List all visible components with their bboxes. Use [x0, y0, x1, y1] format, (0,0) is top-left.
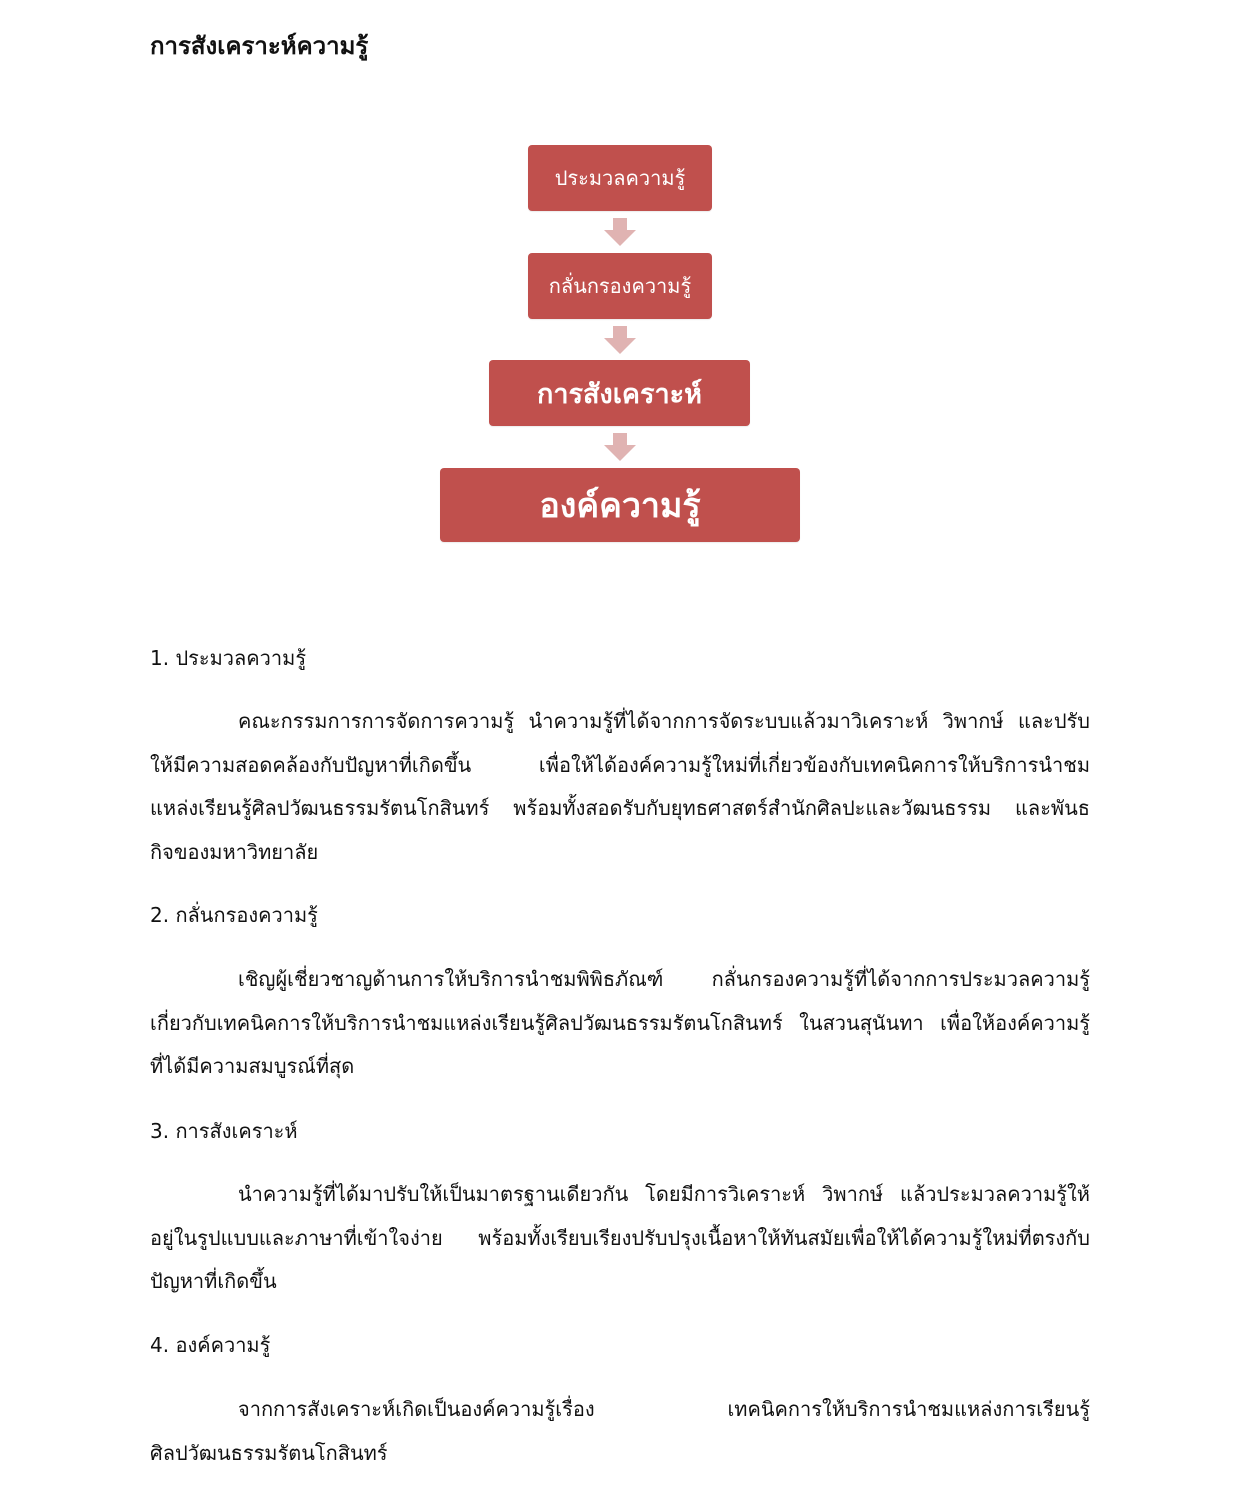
- process-flow-diagram: [0, 0, 1240, 600]
- paragraph-line: อยู่ในรูปแบบและภาษาที่เข้าใจง่าย พร้อมทั้งเรียบเรียงปรับปรุงเนื้อหาให้ทันสมัยเพื่อให้ได้ความรู้ใหม่ที่ตรงกับ: [150, 1225, 1090, 1250]
- section-paragraph: [150, 1173, 1090, 1304]
- section-heading: 1. ประมวลความรู้: [150, 646, 307, 670]
- paragraph-line: กิจของมหาวิทยาลัย: [150, 839, 319, 864]
- paragraph-line: ปัญหาที่เกิดขึ้น: [150, 1269, 277, 1293]
- section-paragraph: [150, 1388, 1090, 1475]
- paragraph-line: นำความรู้ที่ได้มาปรับให้เป็นมาตรฐานเดียวกัน โดยมีการวิเคราะห์ วิพากษ์ แล้วประมวลความรู้ให้: [238, 1182, 1090, 1206]
- paragraph-line: จากการสังเคราะห์เกิดเป็นองค์ความรู้เรื่อง เทคนิคการให้บริการนำชมแหล่งการเรียนรู้: [238, 1397, 1090, 1421]
- section-paragraph: [150, 700, 1090, 874]
- paragraph-line: ให้มีความสอดคล้องกับปัญหาที่เกิดขึ้น เพื่อให้ได้องค์ความรู้ใหม่ที่เกี่ยวข้องกับเทคนิคการให้บริการนำชม: [150, 752, 1090, 777]
- section-heading: 3. การสังเคราะห์: [150, 1119, 298, 1143]
- section-paragraph: [150, 958, 1090, 1089]
- paragraph-line: ที่ได้มีความสมบูรณ์ที่สุด: [150, 1054, 355, 1078]
- down-arrow-icon: [604, 218, 636, 246]
- document-title: การสังเคราะห์ความรู้: [150, 32, 369, 60]
- paragraph-line: คณะกรรมการการจัดการความรู้ นำความรู้ที่ได้จากการจัดระบบแล้วมาวิเคราะห์ วิพากษ์ และปรับ: [238, 709, 1090, 733]
- flow-step-collect: ประมวลความรู้: [528, 145, 712, 211]
- down-arrow-icon: [604, 326, 636, 354]
- flow-step-screen: กลั่นกรองความรู้: [528, 253, 712, 319]
- flow-step-knowledge: องค์ความรู้: [440, 468, 800, 542]
- paragraph-line: เกี่ยวกับเทคนิคการให้บริการนำชมแหล่งเรียนรู้ศิลปวัฒนธรรมรัตนโกสินทร์ ในสวนสุนันทา เพื่อให้องค์ความรู้: [150, 1010, 1090, 1035]
- section-heading: 2. กลั่นกรองความรู้: [150, 903, 318, 927]
- paragraph-line: แหล่งเรียนรู้ศิลปวัฒนธรรมรัตนโกสินทร์ พร้อมทั้งสอดรับกับยุทธศาสตร์สำนักศิลปะและวัฒนธรรม และพันธ: [150, 796, 1090, 820]
- flow-step-synthesis: การสังเคราะห์: [489, 360, 750, 426]
- down-arrow-icon: [604, 433, 636, 461]
- paragraph-line: เชิญผู้เชี่ยวชาญด้านการให้บริการนำชมพิพิธภัณฑ์ กลั่นกรองความรู้ที่ได้จากการประมวลความรู้: [238, 967, 1090, 991]
- paragraph-line: ศิลปวัฒนธรรมรัตนโกสินทร์: [150, 1440, 388, 1465]
- section-heading: 4. องค์ความรู้: [150, 1333, 271, 1357]
